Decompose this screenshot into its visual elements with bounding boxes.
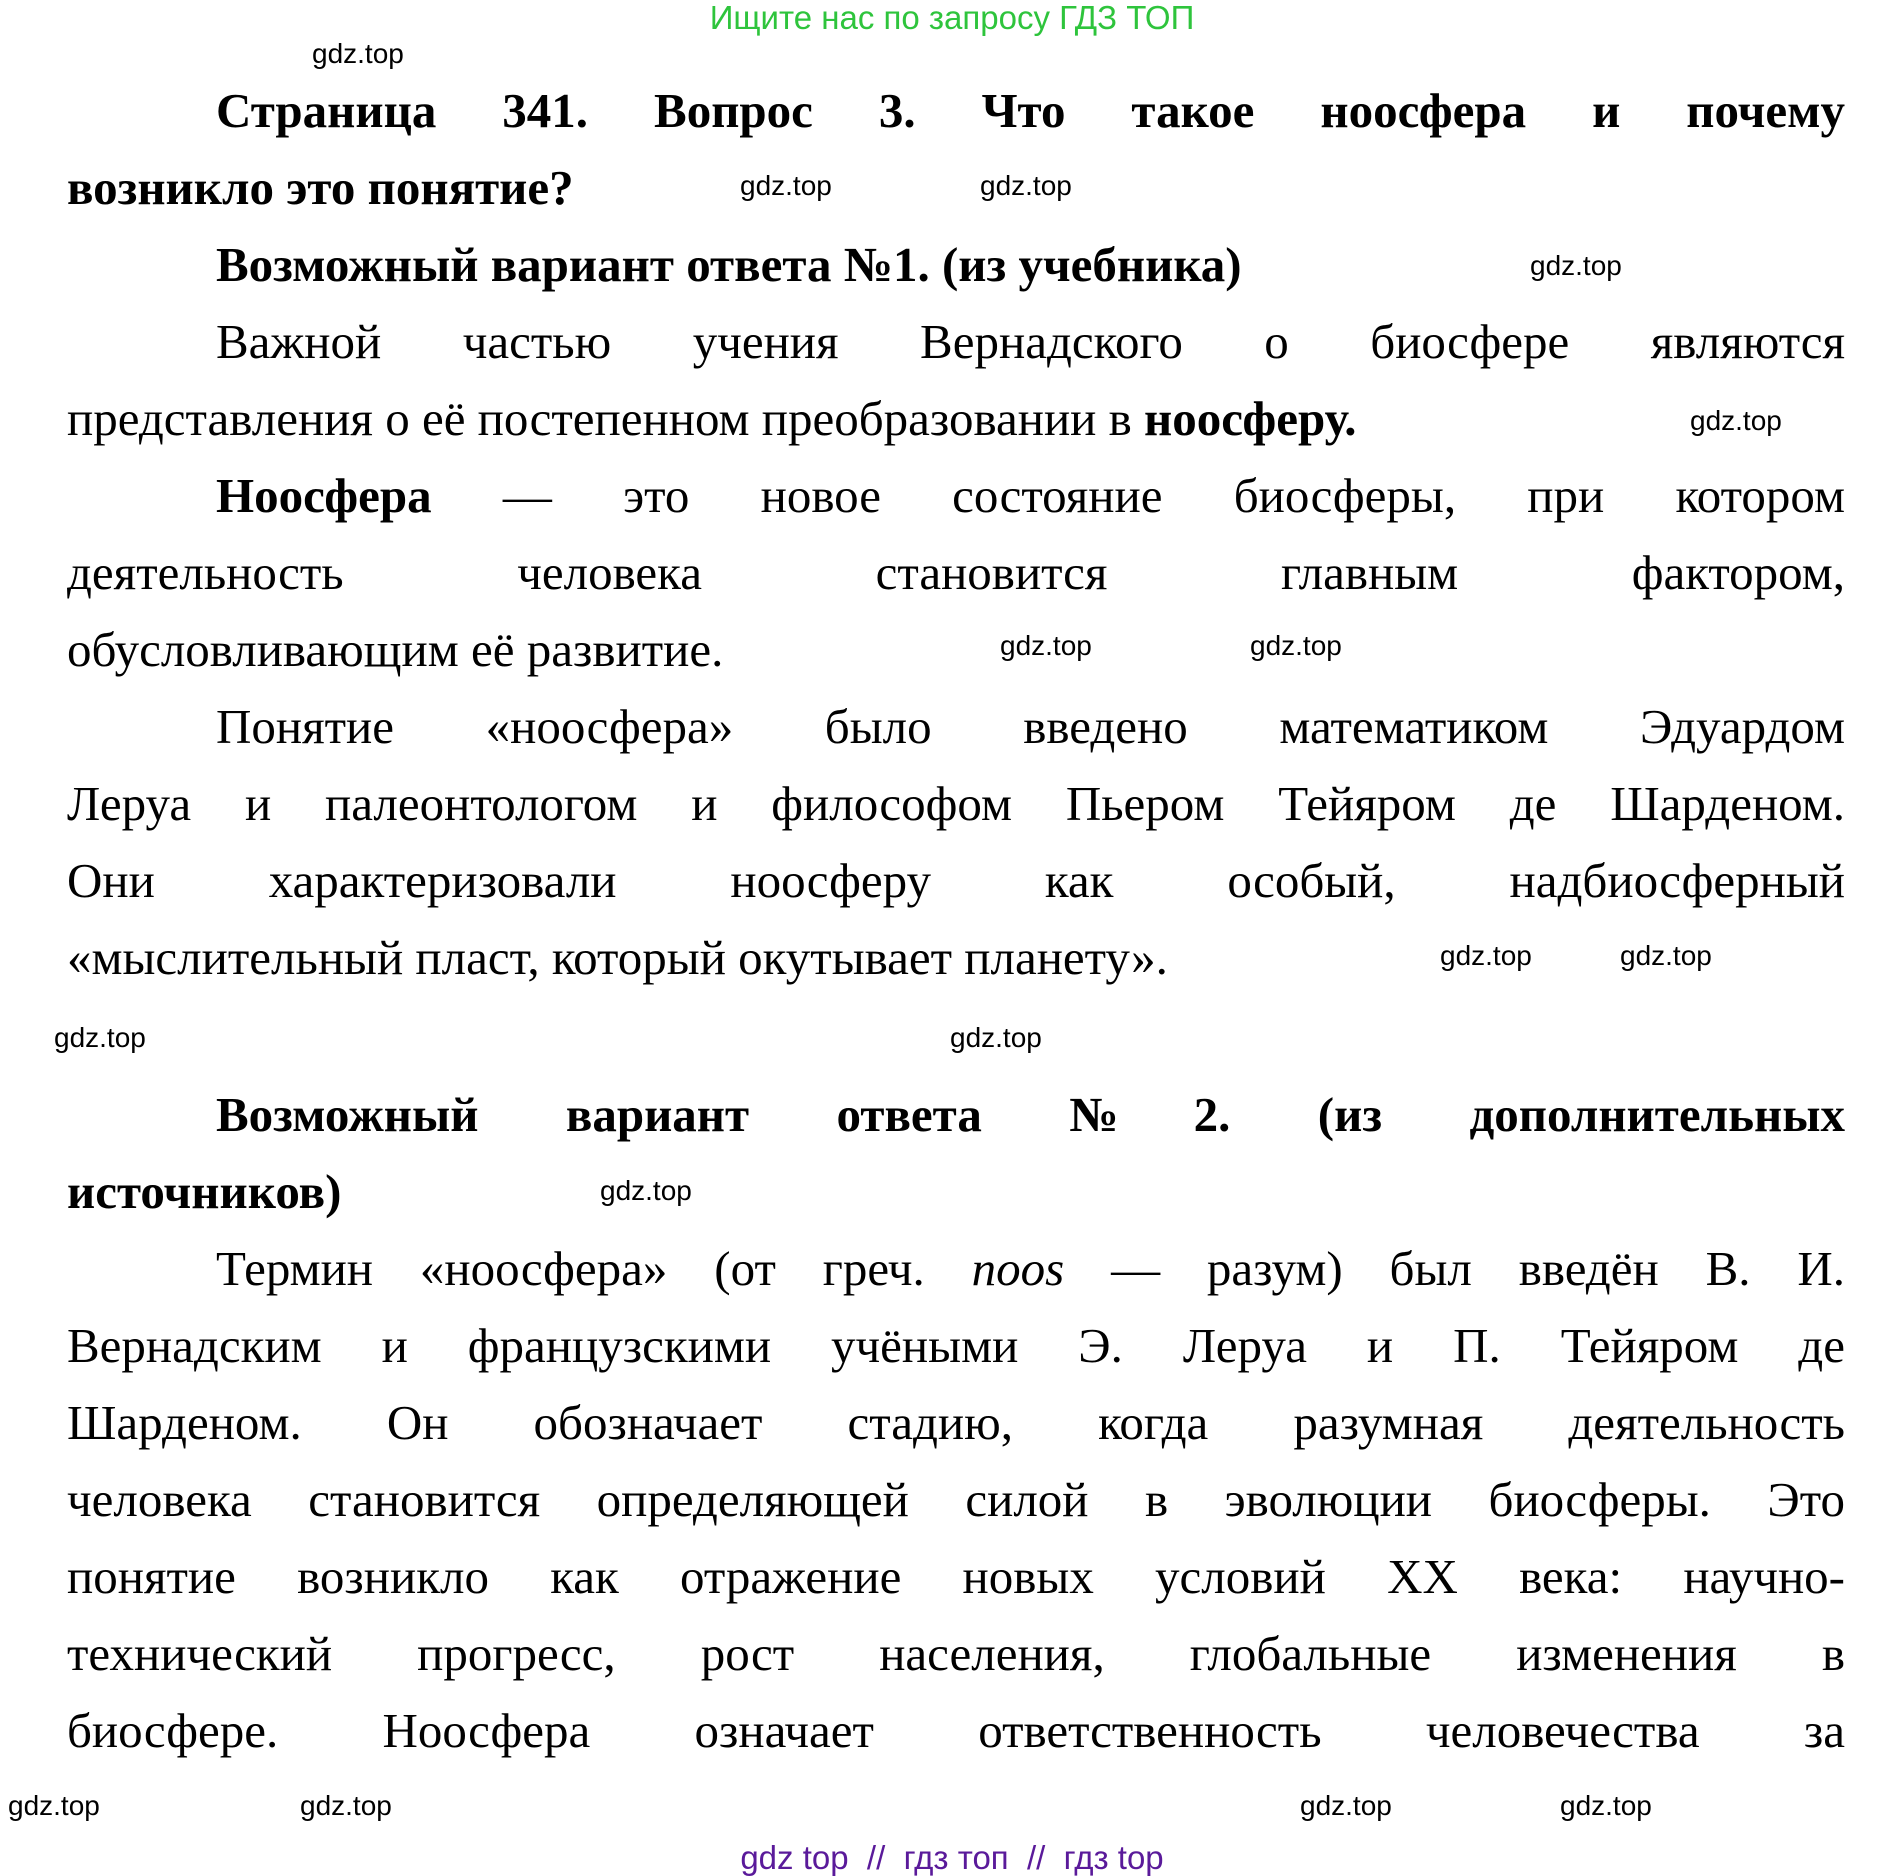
text-segment: человека становится определяющей силой в эволюции биосферы. Это (67, 1472, 1845, 1527)
text-segment: понятие возникло как отражение новых условий XX века: научно- (67, 1549, 1845, 1604)
watermark: gdz.top (1690, 405, 1782, 436)
text-line (67, 72, 1845, 149)
text-line (67, 380, 1845, 457)
watermark: gdz.top (740, 170, 832, 201)
text-line (67, 1384, 1845, 1461)
text-line (67, 842, 1845, 919)
text-segment: технический прогресс, рост населения, глобальные изменения в (67, 1626, 1845, 1681)
watermark: gdz.top (1000, 630, 1092, 661)
watermark: gdz.top (980, 170, 1072, 201)
text-segment: Леруа и палеонтологом и философом Пьером Тейяром де Шарденом. (67, 776, 1845, 831)
watermark: gdz.top (1440, 940, 1532, 971)
watermark: gdz.top (600, 1175, 692, 1206)
text-line (67, 688, 1845, 765)
footer-links[interactable]: gdz top // гдз топ // гдз top (740, 1839, 1164, 1876)
answer-block-2 (67, 1076, 1845, 1769)
watermark: gdz.top (1530, 250, 1622, 281)
bold-text: возникло это понятие? (67, 160, 574, 215)
text-segment: Важной частью учения Вернадского о биосфере являются (216, 314, 1845, 369)
watermark: gdz.top (312, 38, 404, 69)
bold-text: Страница 341. Вопрос 3. Что такое ноосфера и почему (216, 83, 1845, 138)
watermark: gdz.top (1300, 1790, 1392, 1821)
text-line (67, 1692, 1845, 1769)
watermark: gdz.top (300, 1790, 392, 1821)
text-line (67, 1615, 1845, 1692)
italic-text: noos (971, 1241, 1065, 1296)
text-line (67, 1538, 1845, 1615)
text-segment: Вернадским и французскими учёными Э. Леруа и П. Тейяром де (67, 1318, 1845, 1373)
text-line (67, 534, 1845, 611)
bold-text: Возможный вариант ответа №1. (из учебника) (216, 237, 1242, 292)
text-line (67, 919, 1845, 996)
watermark: gdz.top (8, 1790, 100, 1821)
text-line (67, 303, 1845, 380)
text-line (67, 765, 1845, 842)
text-segment: Термин «ноосфера» (от греч. (216, 1241, 972, 1296)
bold-text: источников) (67, 1164, 342, 1219)
bold-text: Возможный вариант ответа №2. (из дополнительных (216, 1087, 1845, 1142)
text-line (67, 1153, 1845, 1230)
text-segment: деятельность человека становится главным фактором, (67, 545, 1845, 600)
watermark: gdz.top (950, 1022, 1042, 1053)
text-line (67, 149, 1845, 226)
text-segment: «мыслительный пласт, который окутывает планету». (67, 930, 1168, 985)
text-segment: представления о её постепенном преобразовании в (67, 391, 1145, 446)
text-segment: — это новое состояние биосферы, при котором (431, 468, 1845, 523)
text-line (67, 457, 1845, 534)
text-segment: биосфере. Ноосфера означает ответственность человечества за (67, 1703, 1845, 1758)
answer-block-1 (67, 72, 1845, 996)
text-line (67, 1461, 1845, 1538)
text-segment: Понятие «ноосфера» было введено математиком Эдуардом (216, 699, 1845, 754)
watermark: gdz.top (1620, 940, 1712, 971)
text-segment: — разум) был введён В. И. (1064, 1241, 1845, 1296)
text-line (67, 611, 1845, 688)
text-segment: Они характеризовали ноосферу как особый, надбиосферный (67, 853, 1845, 908)
text-segment: обусловливающим её развитие. (67, 622, 724, 677)
text-line (67, 1076, 1845, 1153)
watermark: gdz.top (54, 1022, 146, 1053)
watermark: gdz.top (1250, 630, 1342, 661)
search-hint-banner: Ищите нас по запросу ГДЗ ТОП (709, 0, 1195, 36)
text-line (67, 1307, 1845, 1384)
text-segment: Шарденом. Он обозначает стадию, когда разумная деятельность (67, 1395, 1845, 1450)
bold-text: ноосферу. (1144, 391, 1357, 446)
text-line (67, 1230, 1845, 1307)
bold-text: Ноосфера (216, 468, 432, 523)
watermark: gdz.top (1560, 1790, 1652, 1821)
